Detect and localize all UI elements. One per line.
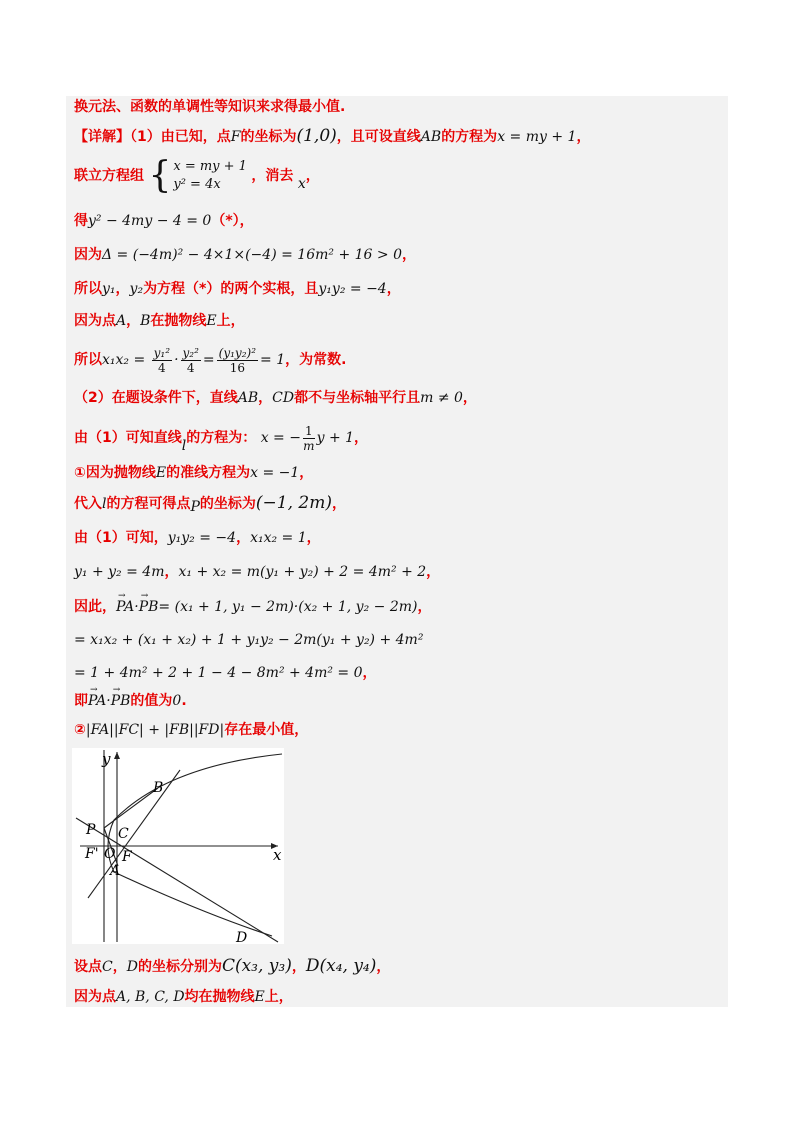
text-line-10: 由（1）可知直线l的方程为： x = − $\frac{1}{m}$ y + 1， <box>74 423 369 454</box>
label-c: C <box>118 826 129 842</box>
label-f: F <box>122 849 132 865</box>
text-line-1 <box>74 97 345 117</box>
text-line-9: （2）在题设条件下，直线AB，CD都不与坐标轴平行且m ≠ 0， <box>74 390 477 406</box>
label-f-prime: F' <box>85 846 99 862</box>
fraction-3: $\frac{\text{(y₁y₂)²}}{16}$ <box>218 345 257 375</box>
text-line-17: = 1 + 4m² + 2 + 1 − 4 − 8m² + 4m² = 0， <box>74 665 377 681</box>
text-line-18: 即→ PA·→ PB的值为0. <box>74 691 187 711</box>
label-b: B <box>153 780 164 796</box>
text-line-4: 得y² − 4my − 4 = 0（*）， <box>74 213 254 229</box>
text-line-12: 代入l的方程可得点P的坐标为(−1, 2m)， <box>74 493 346 515</box>
parabola-curve <box>108 754 282 936</box>
label-x: x <box>273 846 282 864</box>
text-line-3: 联立方程组 { x = my + 1 y² = 4x ，消去 x， <box>74 155 320 196</box>
intro-text: 换元法、函数的单调性等知识来求得最小值. <box>74 99 346 115</box>
text-line-8: 所以x₁x₂ = $\frac{\text{y₁²}}{4}$ · $\frac{\text{y₂²}}{4}$ = $\frac{\text{(y₁y₂)²}}{16}$ = 1，为常数. <box>74 345 347 375</box>
equation-system: { x = my + 1 y² = 4x <box>148 155 247 196</box>
text-line-6: 所以y₁，y₂为方程（*）的两个实根，且y₁y₂ = −4， <box>74 281 401 297</box>
fraction-1: $\frac{\text{y₁²}}{4}$ <box>153 345 171 375</box>
fraction-1-over-m: $\frac{1}{m}$ <box>303 423 315 453</box>
text-line-5: 因为Δ = (−4m)² − 4×1×(−4) = 16m² + 16 > 0， <box>74 247 416 263</box>
text-line-20: 设点C，D的坐标分别为C(x₃, y₃)，D(x₄, y₄)， <box>74 956 391 976</box>
label-p: P <box>86 822 96 838</box>
label-a: A <box>110 863 121 879</box>
text-line-19: ②|FA||FC| + |FB||FD|存在最小值， <box>74 722 309 738</box>
text-line-11: ①因为抛物线E的准线方程为x = −1， <box>74 465 314 481</box>
line-cd <box>76 818 278 942</box>
y-axis-arrow <box>114 752 120 759</box>
text-line-21: 因为点A, B, C, D均在抛物线E上， <box>74 989 293 1005</box>
text-line-7: 因为点A，B在抛物线E上， <box>74 313 245 329</box>
segment-pb <box>104 788 158 828</box>
text-line-14: y₁ + y₂ = 4m，x₁ + x₂ = m(y₁ + y₂) + 2 = 4m² + 2， <box>74 564 441 580</box>
text-line-2: 【详解】（1）由已知，点F的坐标为(1,0)，且可设直线AB的方程为x = my + 1， <box>74 126 591 146</box>
text-line-13: 由（1）可知，y₁y₂ = −4，x₁x₂ = 1， <box>74 530 321 546</box>
text-line-16: = x₁x₂ + (x₁ + x₂) + 1 + y₁y₂ − 2m(y₁ + y₂) + 4m² <box>74 632 424 648</box>
label-d: D <box>236 930 248 944</box>
label-o: O <box>104 846 116 862</box>
text-line-15: 因此，→ PA·→ PB= (x₁ + 1, y₁ − 2m)·(x₂ + 1, y₂ − 2m)， <box>74 597 431 617</box>
label-y: y <box>102 750 111 768</box>
fraction-2: $\frac{\text{y₂²}}{4}$ <box>182 345 199 375</box>
parabola-figure <box>72 748 284 944</box>
